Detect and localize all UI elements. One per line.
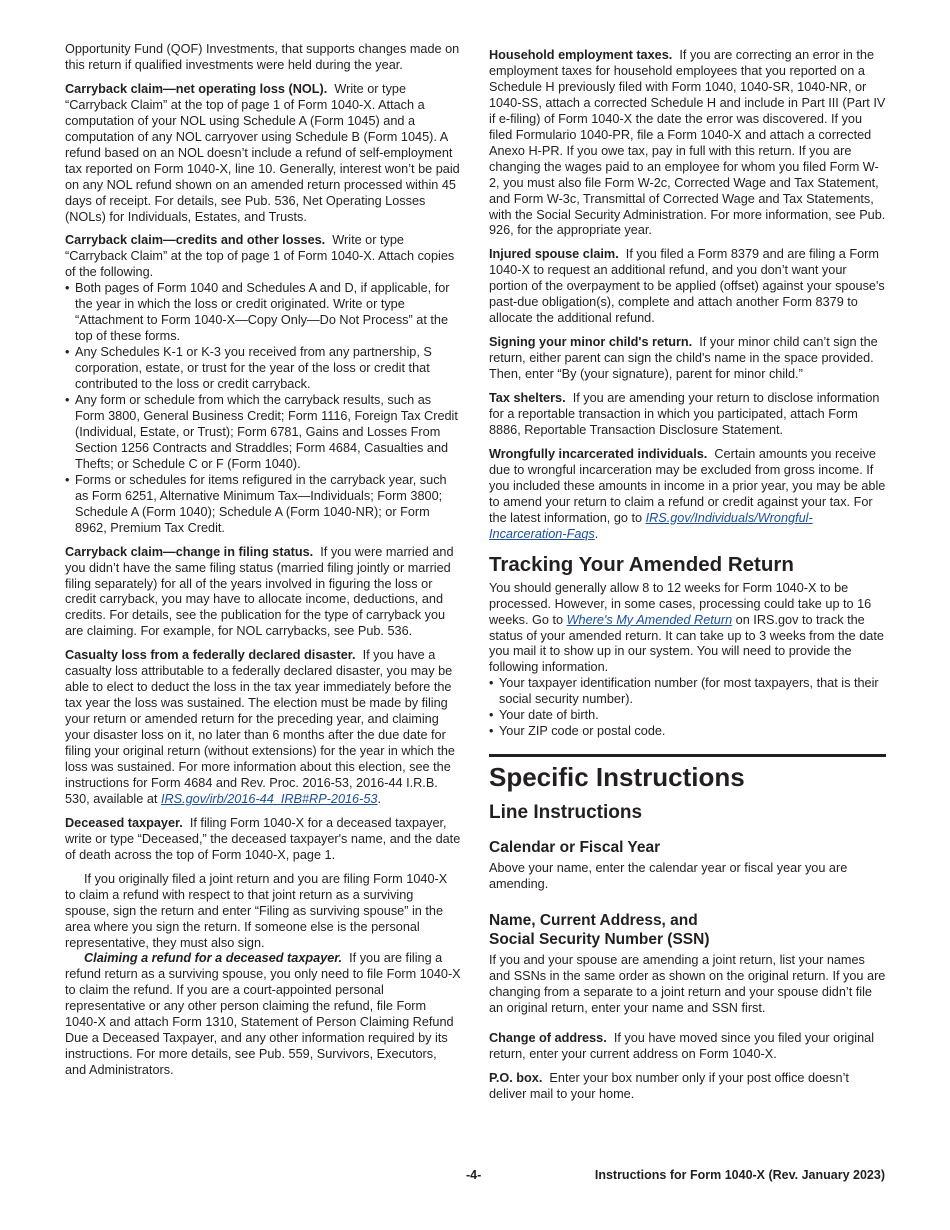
filing-status-heading: Carryback claim—change in filing status. <box>65 544 314 559</box>
left-column <box>65 42 461 1087</box>
casualty-section: Casualty loss from a federally declared disaster. If you have a casualty loss attributable to a federally declared disaster, you may be able to elect to deduct the loss in the tax year immediately before the tax year the loss was sustained. The election must be made by filing your return or amended return for the preceding year, and claiming your disaster loss on it, no later than 6 months after the due date for filing your original return (without extensions) for the year in which the loss was sustained. For more information about this election, see the instructions for Form 4684 and Rev. Proc. 2016-53, 2016-44 I.R.B. 530, available at IRS.gov/irb/2016-44_IRB#RP-2016-53. <box>65 648 455 806</box>
bullet-marker: • <box>489 708 494 723</box>
change-address-section <box>489 1031 886 1063</box>
change-address-heading: Change of address. <box>489 1030 607 1045</box>
injured-body: If you filed a Form 8379 and are filing a Form 1040-X to request an additional refund, and you don’t want your portion of the overpayment to be applied (offset) against your spouse's past-due obligation(s), complete and attach another Form 8379 to allocate the additional refund. <box>489 247 885 326</box>
nol-section <box>65 82 461 226</box>
page-number: -4- <box>466 1168 482 1182</box>
joint-return-para: If you originally filed a joint return and you are filing Form 1040-X to claim a refund with respect to that joint return as a surviving spouse, sign the return and enter “Filing as surviving spouse” in the area where you sign the return. If someone else is the personal representative, they must also sign. <box>65 871 448 950</box>
bullet-marker: • <box>65 472 70 487</box>
wrongful-heading: Wrongfully incarcerated individuals. <box>489 446 708 461</box>
wrongful-incarceration-link[interactable]: IRS.gov/Individuals/Wrongful-Incarceration-Faqs <box>489 510 813 541</box>
deceased-heading: Deceased taxpayer. <box>65 815 183 830</box>
nol-body: Write or type “Carryback Claim” at the top of page 1 of Form 1040-X. Attach a computation of your NOL using Schedule A (Form 1045) and a computation of any NOL carryover using Schedule B (Form 1045). A refund based on an NOL doesn’t include a refund of self-employment tax reported on Form 1040-X, line 10. Generally, interest won’t be paid on any NOL refund shown on an amended return processed within 45 days of receipt. For details, see Pub. 536, Net Operating Losses (NOLs) for Individuals, Estates, and Trusts. <box>65 81 460 224</box>
credits-bullet: • Both pages of Form 1040 and Schedules A and D, if applicable, for the year in which the loss or credit originated. Write or type “Attachment to Form 1040-X—Copy Only—Do Not Process” at the top of these forms. <box>65 281 450 344</box>
page-footer <box>65 1168 885 1186</box>
tracking-body: You should generally allow 8 to 12 weeks for Form 1040-X to be processed. However, in some cases, processing could take up to 16 weeks. Go to Where's My Amended Return on IRS.gov to track the status of your amended return. It can take up to 3 weeks from the date you mail it to show up in our system. You will need to provide the following information. <box>489 580 884 675</box>
deceased-refund-body: If you are filing a refund return as a surviving spouse, you only need to file Form 1040-X to claim the refund. If you are a court-appointed personal representative or any other person claiming the refund, file Form 1040-X and attach Form 1310, Statement of Person Claiming Refund Due a Deceased Taxpayer, and any other information required by its instructions. For more details, see Pub. 559, Survivors, Executors, and Administrators. <box>65 951 461 1078</box>
casualty-body: If you have a casualty loss attributable to a federally declared disaster, you may be able to elect to deduct the loss in the tax year immediately before the tax year the loss was sustained. The election must be made by filing your return or amended return for the preceding year, and claiming your disaster loss on it, no later than 6 months after the due date for filing your original return (without extensions) for the year in which the loss was sustained. For more information about this election, see the instructions for Form 4684 and Rev. Proc. 2016-53, 2016-44 I.R.B. 530, available at <box>65 648 455 806</box>
deceased-body: If filing Form 1040-X for a deceased taxpayer, write or type “Deceased,” the deceased taxpayer's name, and the date of death across the top of Form 1040-X, page 1. <box>65 815 461 862</box>
bullet-marker: • <box>65 281 70 296</box>
specific-instructions-heading: Specific Instructions <box>489 762 745 793</box>
change-address-body: If you have moved since you filed your original return, enter your current address on Form 1040-X. <box>489 1030 875 1061</box>
tracking-bullet: • Your date of birth. <box>489 708 599 723</box>
nol-heading: Carryback claim—net operating loss (NOL). <box>65 81 328 96</box>
calendar-body: Above your name, enter the calendar year or fiscal year you are amending. <box>489 861 848 892</box>
po-box-heading: P.O. box. <box>489 1070 543 1085</box>
bullet-marker: • <box>489 676 494 691</box>
injured-section <box>489 247 886 327</box>
bullet-marker: • <box>489 724 494 739</box>
bullet-marker: • <box>65 345 70 360</box>
tracking-bullet: • Your taxpayer identification number (for most taxpayers, that is their social security number). <box>489 676 879 707</box>
credits-heading: Carryback claim—credits and other losses. <box>65 233 326 248</box>
tracking-heading: Tracking Your Amended Return <box>489 552 794 576</box>
wrongful-body: Certain amounts you receive due to wrongful incarceration may be excluded from gross income. If you included these amounts in income in a prior year, you may be able to amend your return to claim a refund or credit against your tax. For the latest information, go to <box>489 446 886 525</box>
minor-body: If your minor child can’t sign the return, either parent can sign the child's name in the space provided. Then, enter “By (your signature), parent for minor child.” <box>489 335 878 382</box>
tracking-bullet: • Your ZIP code or postal code. <box>489 724 666 739</box>
credits-bullet: • Any form or schedule from which the carryback results, such as Form 3800, General Business Credit; Form 1116, Foreign Tax Credit (Individual, Estate, or Trust); Form 6781, Gains and Losses From Section 1256 Contracts and Straddles; Form 4684, Casualties and Thefts; or Schedule C or F (Form 1040). <box>65 393 458 471</box>
po-box-body: Enter your box number only if your post office doesn’t deliver mail to your home. <box>489 1070 849 1101</box>
shelters-section <box>489 391 886 439</box>
credits-bullet: • Forms or schedules for items refigured in the carryback year, such as Form 6251, Alternative Minimum Tax—Individuals; Form 3800; Schedule A (Form 1040); Schedule A (Form 1040-NR); or Form 8962, Premium Tax Credit. <box>65 472 447 535</box>
filing-status-body: If you were married and you didn’t have the same filing status (married filing jointly or married filing separately) for all of the years involved in figuring the loss or credit carryback, you may have to allocate income, deductions, and credits. For details, see the publication for the type of carryback you are claiming. For example, for NOL carrybacks, see Pub. 536. <box>65 544 454 639</box>
section-divider <box>489 754 886 757</box>
deceased-refund-para <box>65 951 461 1079</box>
right-column <box>489 48 886 1111</box>
credits-bullet: • Any Schedules K-1 or K-3 you received from any partnership, S corporation, estate, or trust for the year of the loss or credit that contributed to the loss or credit carryback. <box>65 345 432 392</box>
po-box-section <box>489 1071 886 1103</box>
filing-status-section <box>65 545 461 641</box>
household-body: If you are correcting an error in the employment taxes for household employees that you reported on a Schedule H previously filed with Form 1040, 1040-SR, 1040-NR, or 1040-SS, attach a corrected Schedule H and include in Part III (Part IV if e-filing) of Form 1040-X the date the error was discovered. If you filed Formulario 1040-PR, file a Form 1040-X and attach a corrected Anexo H-PR. If you owe tax, pay in full with this return. If you are changing the wages paid to an employee for whom you filed Form W-2, you must also file Form W-2c, Corrected Wage and Tax Statement, and Form W-3c, Transmittal of Corrected Wage and Tax Statements, with the Social Security Administration. For more information, see Pub. 926, for the appropriate year. <box>489 48 886 238</box>
qof-intro: Opportunity Fund (QOF) Investments, that supports changes made on this return if qualified investments were held during the year. <box>65 42 460 72</box>
wrongful-section: Wrongfully incarcerated individuals. Certain amounts you receive due to wrongful incarceration may be excluded from gross income. If you included these amounts in income in a prior year, you may be able to amend your return to claim a refund or credit against your tax. For the latest information, go to IRS.gov/Individuals/Wrongful-Incarceration-Faqs. <box>489 446 886 541</box>
credits-body: Write or type “Carryback Claim” at the top of page 1 of Form 1040-X. Attach copies of the following. <box>65 233 455 280</box>
minor-heading: Signing your minor child's return. <box>489 335 693 350</box>
name-address-heading: Name, Current Address, and Social Security Number (SSN) <box>489 912 710 949</box>
minor-section <box>489 335 886 383</box>
deceased-section <box>65 816 461 864</box>
deceased-refund-heading: Claiming a refund for a deceased taxpayer. <box>84 951 343 966</box>
rev-proc-link[interactable]: IRS.gov/irb/2016-44_IRB#RP-2016-53 <box>160 791 378 806</box>
casualty-heading: Casualty loss from a federally declared disaster. <box>65 648 356 663</box>
shelters-heading: Tax shelters. <box>489 391 566 406</box>
household-section <box>489 48 886 239</box>
injured-heading: Injured spouse claim. <box>489 247 619 262</box>
credits-section <box>65 233 461 281</box>
form-title: Instructions for Form 1040-X (Rev. January 2023) <box>594 1168 885 1182</box>
name-address-body: If you and your spouse are amending a joint return, list your names and SSNs in the same order as shown on the original return. If you are changing from a separate to a joint return and your spouse didn’t file an original return, enter your name and SSN first. <box>489 953 886 1015</box>
bullet-marker: • <box>65 393 70 408</box>
shelters-body: If you are amending your return to disclose information for a reportable transaction in which you participated, attach Form 8886, Reportable Transaction Disclosure Statement. <box>489 391 880 437</box>
household-heading: Household employment taxes. <box>489 48 673 62</box>
line-instructions-heading: Line Instructions <box>489 802 643 824</box>
calendar-heading: Calendar or Fiscal Year <box>489 839 661 857</box>
wheres-my-amended-return-link[interactable]: Where's My Amended Return <box>566 612 733 627</box>
